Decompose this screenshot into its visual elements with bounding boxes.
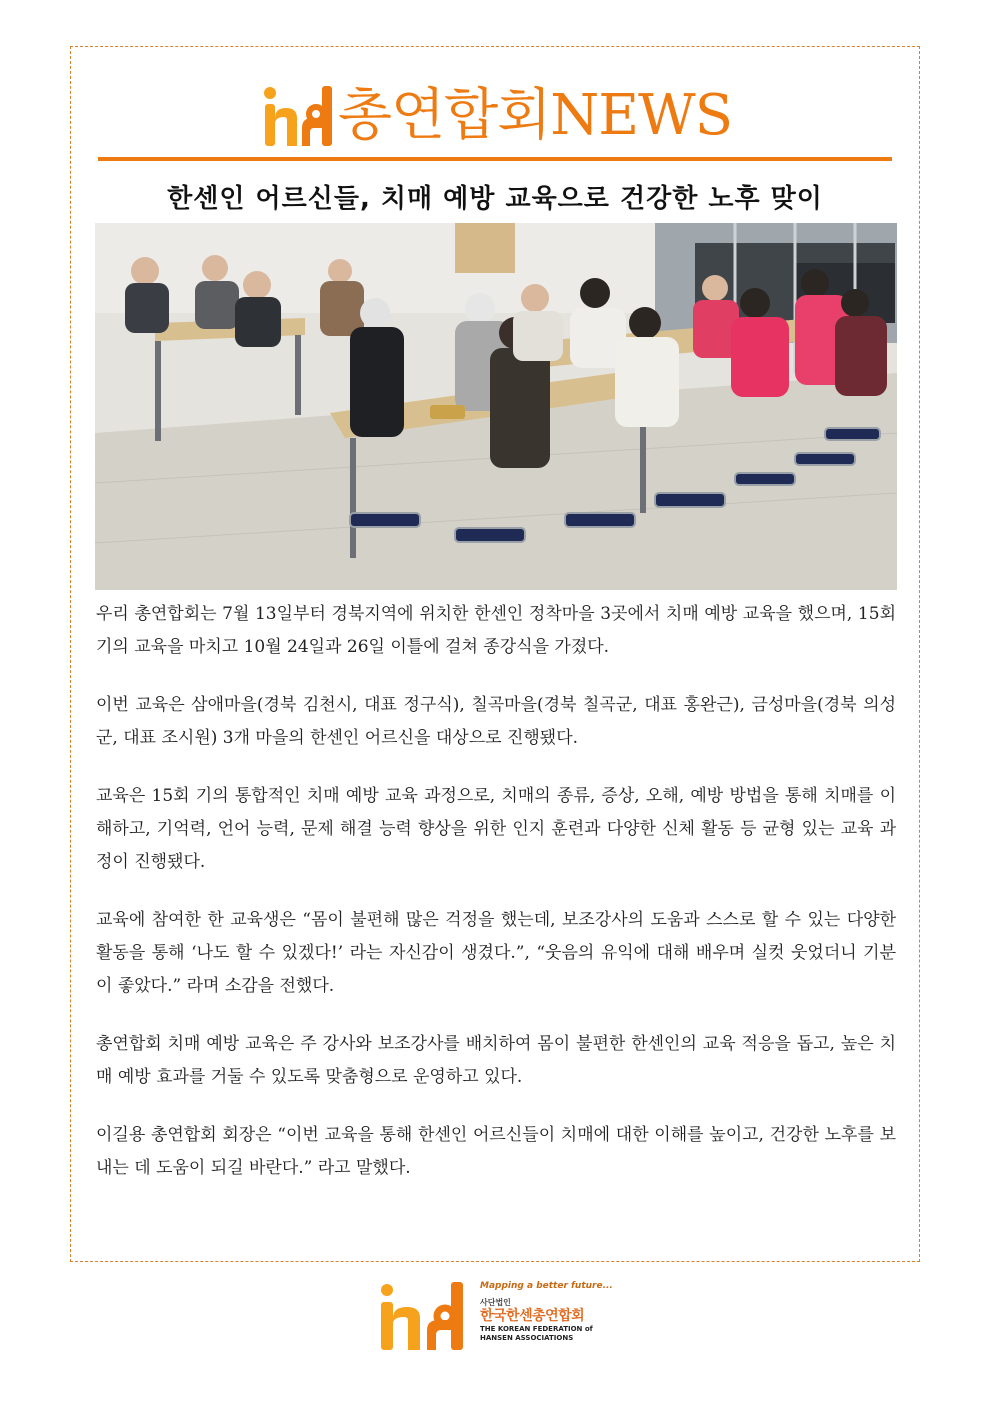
article-paragraph: 교육은 15회 기의 통합적인 치매 예방 교육 과정으로, 치매의 종류, 증상, 오해, 예방 방법을 통해 치매를 이해하고, 기억력, 언어 능력, 문제 해결 능력 향상을 위한 인지 훈련과 다양한 신체 활동 등 균형 있는 교육 과정이 진행됐다.	[96, 786, 896, 872]
table-placard	[430, 405, 465, 419]
masthead	[0, 84, 992, 154]
article-paragraph: 이길용 총연합회 회장은 “이번 교육을 통해 한센인 어르신들이 치매에 대한 이해를 높이고, 건강한 노후를 보내는 데 도움이 되길 바란다.” 라고 말했다.	[96, 1125, 896, 1178]
hd-logo-icon	[260, 84, 336, 148]
article-photo	[95, 223, 897, 590]
footer-tagline: Mapping a better future...	[480, 1281, 613, 1291]
article-body	[96, 598, 896, 1210]
article-paragraph: 이번 교육은 삼애마을(경북 김천시, 대표 정구식), 칠곡마을(경북 칠곡군, 대표 홍완근), 금성마을(경북 의성군, 대표 조시원) 3개 마을의 한센인 어르신을 대상으로 진행됐다.	[96, 695, 896, 748]
footer-corp-name: 한국한센총연합회	[480, 1308, 585, 1324]
masthead-rule	[98, 157, 892, 161]
footer-corp-prefix: 사단법인	[480, 1298, 511, 1307]
article-paragraph: 우리 총연합회는 7월 13일부터 경북지역에 위치한 한센인 정착마을 3곳에서 치매 예방 교육을 했으며, 15회 기의 교육을 마치고 10월 24일과 26일 이틀에 걸쳐 종강식을 가졌다.	[96, 604, 896, 657]
classroom-photo-illustration	[95, 223, 897, 590]
footer-corp-en-1: THE KOREAN FEDERATION of	[480, 1325, 593, 1333]
article-paragraph: 총연합회 치매 예방 교육은 주 강사와 보조강사를 배치하여 몸이 불편한 한센인의 교육 적응을 돕고, 높은 치매 예방 효과를 거둘 수 있도록 맞춤형으로 운영하고 있다.	[96, 1034, 896, 1087]
footer-logo	[377, 1280, 627, 1352]
masthead-title: 총연합회NEWS	[337, 83, 733, 148]
footer-corp-en-2: HANSEN ASSOCIATIONS	[480, 1334, 574, 1342]
article-paragraph: 교육에 참여한 한 교육생은 “몸이 불편해 많은 걱정을 했는데, 보조강사의 도움과 스스로 할 수 있는 다양한 활동을 통해 ‘나도 할 수 있겠다!’ 라는 자신감이 생겼다.”, “웃음의 유익에 대해 배우며 실컷 웃었더니 기분이 좋았다.” 라며 소감을 전했다.	[96, 910, 896, 996]
hd-footer-logo-icon	[377, 1280, 469, 1352]
article-headline: 한센인 어르신들, 치매 예방 교육으로 건강한 노후 맞이	[167, 184, 823, 214]
